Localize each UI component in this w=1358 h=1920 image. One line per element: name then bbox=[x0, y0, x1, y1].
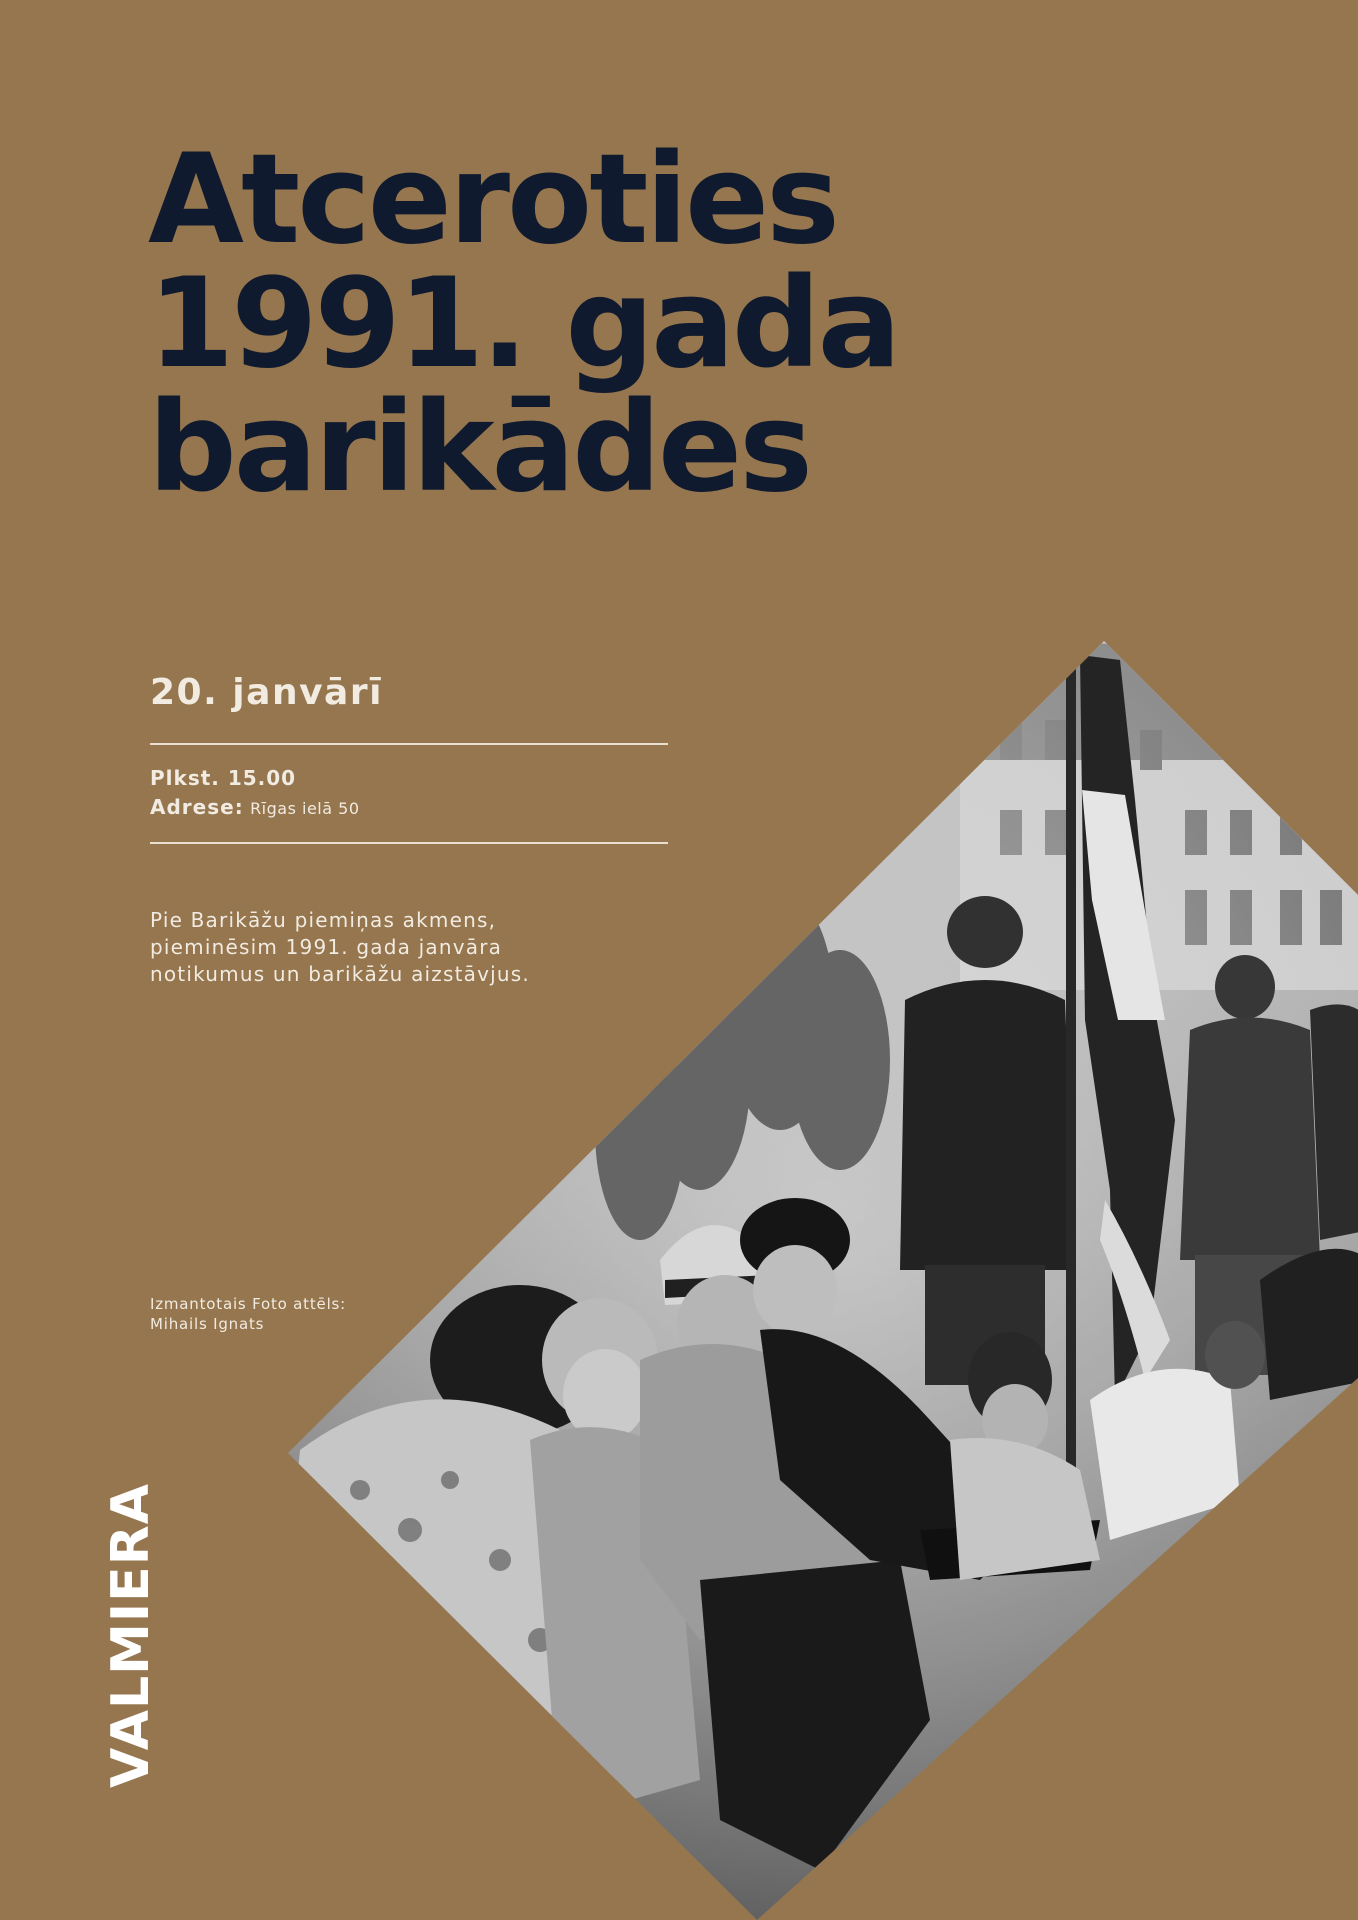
description-line-2: pieminēsim 1991. gada janvāra bbox=[150, 935, 503, 959]
valmiera-logo: VALMIERA bbox=[101, 1483, 161, 1788]
title-line-3: barikādes bbox=[148, 376, 810, 520]
title-line-1: Atceroties bbox=[148, 128, 837, 272]
address-label: Adrese: bbox=[150, 795, 244, 819]
credit-line-1: Izmantotais Foto attēls: bbox=[150, 1295, 347, 1313]
title-line-2: 1991. gada bbox=[148, 252, 899, 396]
time-text: Plkst. 15.00 bbox=[150, 766, 297, 790]
address-value: Rīgas ielā 50 bbox=[250, 799, 360, 818]
event-date: 20. janvārī bbox=[150, 672, 383, 713]
description-line-1: Pie Barikāžu piemiņas akmens, bbox=[150, 908, 497, 932]
description-line-3: notikumus un barikāžu aizstāvjus. bbox=[150, 962, 530, 986]
credit-line-2: Mihails Ignats bbox=[150, 1315, 265, 1333]
